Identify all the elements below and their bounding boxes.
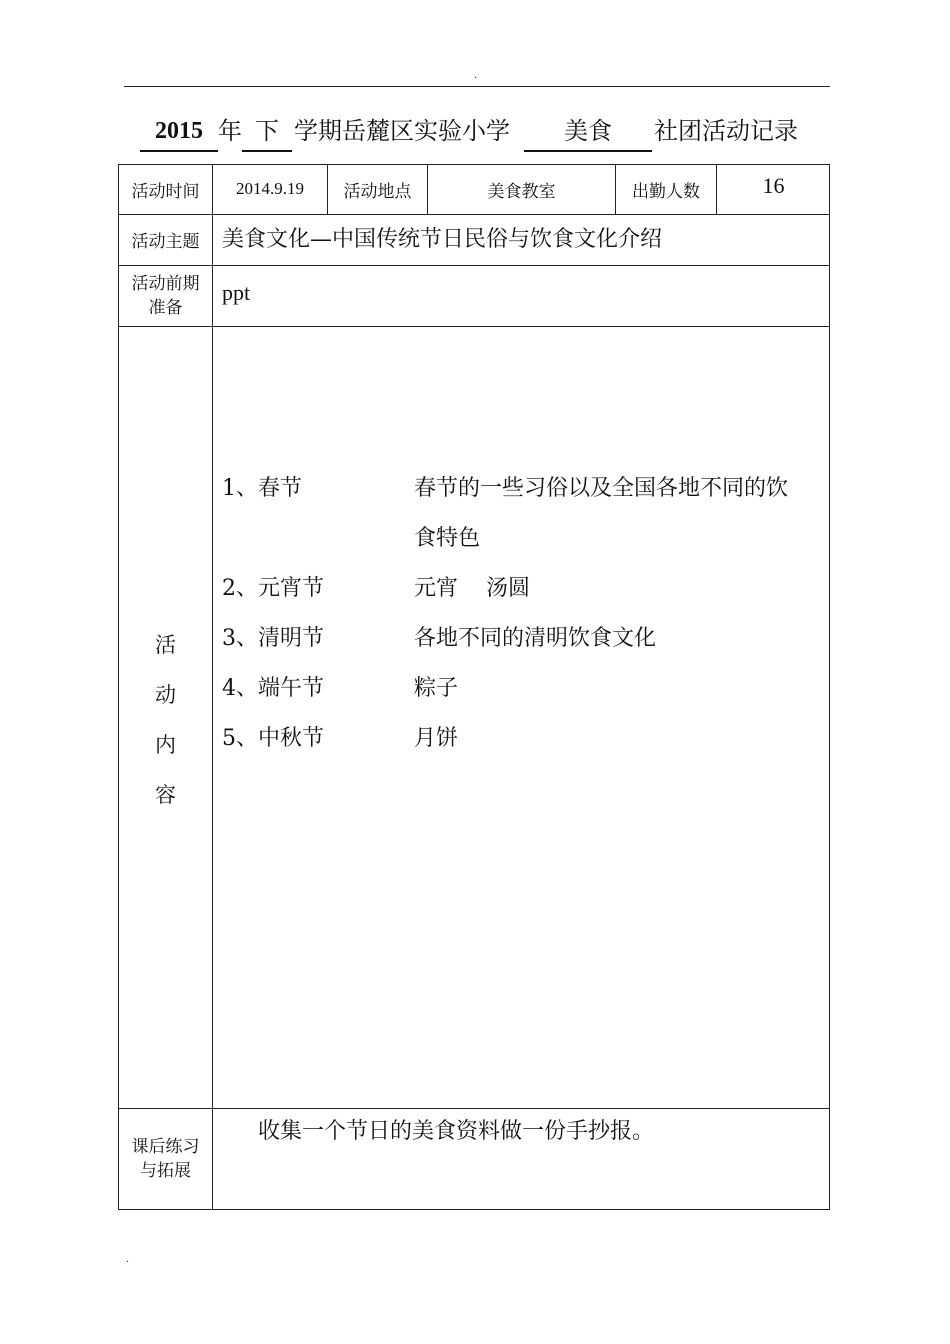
place-label: 活动地点 — [343, 181, 412, 202]
festival-name: 3、清明节 — [222, 626, 324, 651]
festival-desc: 各地不同的清明饮食文化 — [414, 626, 657, 651]
festival-name: 4、端午节 — [222, 676, 324, 701]
title-year: 2015 — [140, 112, 218, 152]
festival-desc-continued: 食特色 — [414, 526, 481, 551]
festival-desc: 元宵 汤圆 — [414, 576, 530, 601]
festival-desc: 粽子 — [414, 676, 459, 701]
title-year-suffix: 年 — [218, 117, 242, 145]
title-club: 美食 — [524, 112, 652, 152]
prep-label-line1: 活动前期 — [131, 273, 200, 294]
attendance-label: 出勤人数 — [632, 181, 700, 202]
content-label-char: 活 — [155, 633, 176, 657]
attendance-value: 16 — [762, 173, 785, 198]
theme-label: 活动主题 — [131, 232, 200, 252]
festival-name: 2、元宵节 — [222, 576, 324, 601]
homework-value: 收集一个节日的美食资料做一份手抄报。 — [258, 1119, 655, 1144]
header-rule — [124, 86, 830, 87]
content-label-char: 内 — [155, 733, 176, 757]
festival-name: 1、春节 — [222, 476, 302, 501]
title-semester: 下 — [242, 112, 292, 152]
festival-desc: 春节的一些习俗以及全国各地不同的饮 — [414, 476, 789, 501]
header-dot: . — [474, 70, 478, 81]
content-label — [118, 620, 213, 820]
time-label: 活动时间 — [131, 181, 200, 202]
place-value: 美食教室 — [487, 181, 556, 202]
time-value: 2014.9.19 — [236, 179, 304, 198]
homework-label-line2: 与拓展 — [140, 1161, 191, 1181]
content-label-char: 动 — [155, 683, 176, 707]
festival-name: 5、中秋节 — [222, 726, 324, 751]
title-school: 学期岳麓区实验小学 — [294, 117, 510, 145]
homework-label-line1: 课后练习 — [131, 1137, 200, 1157]
content-label-char: 容 — [155, 783, 176, 807]
footer-dot: . — [126, 1254, 130, 1265]
homework-label — [118, 1108, 213, 1210]
prep-label-line2: 准备 — [148, 297, 183, 318]
title-suffix: 社团活动记录 — [654, 117, 798, 145]
prep-label — [118, 265, 213, 326]
row-divider — [118, 326, 830, 327]
row-divider — [118, 1108, 830, 1109]
festival-desc: 月饼 — [414, 726, 459, 751]
theme-value: 美食文化—中国传统节日民俗与饮食文化介绍 — [222, 226, 663, 252]
prep-value: ppt — [222, 280, 251, 305]
